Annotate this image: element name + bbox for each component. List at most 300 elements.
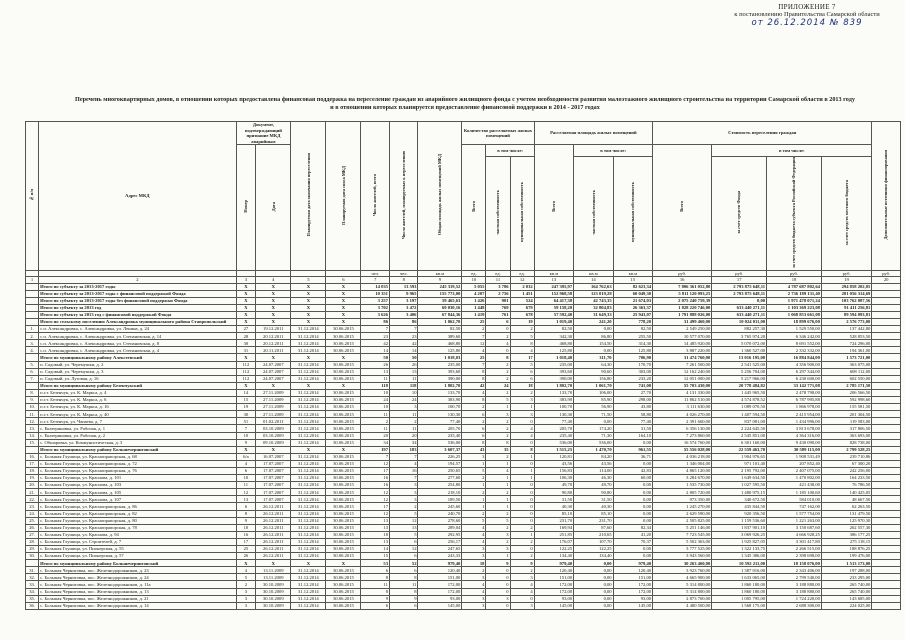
address-cell: Итого по муниципальному району Безенчукский xyxy=(39,382,236,389)
data-cell: 145,00 xyxy=(534,602,573,609)
data-cell: 1 480 975,15 xyxy=(712,489,767,496)
data-cell: 30 xyxy=(236,411,256,418)
data-cell: 0 xyxy=(486,602,510,609)
data-cell: 31.12.2014 xyxy=(291,574,326,581)
data-cell: 4 xyxy=(462,347,486,354)
document-heading xyxy=(30,96,900,112)
data-cell: 390,00 xyxy=(418,375,462,382)
data-cell: 1 xyxy=(510,404,534,411)
data-cell: 30.06.2015 xyxy=(326,489,361,496)
data-cell: 0 xyxy=(486,588,510,595)
data-cell: 0 xyxy=(486,347,510,354)
row-number-cell: 30. xyxy=(26,553,39,560)
data-cell: 27 xyxy=(236,326,256,333)
data-cell: 1 xyxy=(486,404,510,411)
data-cell: 0,00 xyxy=(574,567,613,574)
data-cell: 30.06.2015 xyxy=(326,524,361,531)
column-number-cell: 2 xyxy=(39,277,236,284)
data-cell: 6 xyxy=(361,602,390,609)
data-cell: 2 xyxy=(486,453,510,460)
data-cell: 34 xyxy=(361,439,390,446)
data-cell xyxy=(872,482,901,489)
data-cell: 30.10.2009 xyxy=(256,581,291,588)
data-cell: 2 xyxy=(486,368,510,375)
data-cell: 172,00 xyxy=(418,588,462,595)
data-cell: 30.06.2015 xyxy=(326,418,361,425)
unit-cell: руб. xyxy=(653,270,712,277)
data-cell: 91 411 256,81 xyxy=(821,304,871,311)
row-number-cell: 33. xyxy=(26,581,39,588)
data-cell: X xyxy=(291,382,326,389)
data-cell: 5 xyxy=(486,397,510,404)
data-cell: 920 356,50 xyxy=(712,510,767,517)
data-cell: 69 030,16 xyxy=(418,304,462,311)
data-cell: 4 xyxy=(510,588,534,595)
data-cell: 164 233,50 xyxy=(821,475,871,482)
data-cell: 50 xyxy=(389,354,418,361)
data-cell: 90,80 xyxy=(534,489,573,496)
data-cell: 10 577 070,00 xyxy=(653,333,712,340)
data-cell: 0,00 xyxy=(613,439,652,446)
data-cell xyxy=(872,333,901,340)
data-cell: 882 257,30 xyxy=(712,326,767,333)
data-cell: 8 xyxy=(462,397,486,404)
data-cell: 205,70 xyxy=(534,425,573,432)
data-cell: 207 852,40 xyxy=(767,460,822,467)
data-cell: 50 xyxy=(361,354,390,361)
data-cell: 16 xyxy=(361,482,390,489)
row-number-cell xyxy=(26,297,39,304)
data-cell: 0,00 xyxy=(574,588,613,595)
data-cell: 172,00 xyxy=(534,588,573,595)
data-cell: 1 633 065,00 xyxy=(712,574,767,581)
data-cell xyxy=(872,326,901,333)
data-cell: 1 445 965,50 xyxy=(712,389,767,396)
data-cell: 2 xyxy=(510,389,534,396)
data-cell xyxy=(872,425,901,432)
data-cell: 4 480 500,00 xyxy=(653,602,712,609)
data-cell: 189,50 xyxy=(418,496,462,503)
data-cell: 13.11.2009 xyxy=(256,574,291,581)
unit-cell: чел. xyxy=(389,270,418,277)
column-number-cell: 10 xyxy=(462,277,486,284)
data-cell: 979,40 xyxy=(418,560,462,567)
data-cell: X xyxy=(236,382,256,389)
address-cell: с. Большая Глушица, ул. Краснопрапорская, д. 86 xyxy=(39,503,236,510)
data-cell: 93,00 xyxy=(418,595,462,602)
data-cell: 2 478 798,00 xyxy=(767,389,822,396)
data-cell: 18 xyxy=(361,531,390,538)
table-row xyxy=(26,368,901,375)
data-cell: 0,00 xyxy=(574,574,613,581)
data-cell: 4 xyxy=(510,425,534,432)
data-cell: 10 xyxy=(236,475,256,482)
subtotal-row xyxy=(26,319,901,326)
data-cell: 536,00 xyxy=(534,439,573,446)
table-row xyxy=(26,404,901,411)
data-cell: 21 674,03 xyxy=(613,297,652,304)
row-number-cell: 11. xyxy=(26,411,39,418)
header-count-private: частная собственность xyxy=(486,157,510,271)
data-cell: 769 xyxy=(486,304,510,311)
data-cell: 26.12.2011 xyxy=(256,517,291,524)
data-cell: 536,00 xyxy=(574,439,613,446)
data-cell xyxy=(872,311,901,318)
column-number-cell: 3 xyxy=(236,277,256,284)
data-cell: 1 027 595,50 xyxy=(712,482,767,489)
data-cell: 60 049,30 xyxy=(613,290,652,297)
data-cell: 3 197 xyxy=(389,297,418,304)
data-cell: 4 xyxy=(462,588,486,595)
data-cell: 1 434 996,00 xyxy=(767,418,822,425)
data-cell: 172,00 xyxy=(418,581,462,588)
data-cell: 4 xyxy=(462,531,486,538)
data-cell: 31 649,33 xyxy=(574,311,613,318)
data-cell: 0 xyxy=(510,503,534,510)
data-cell: 3 777 525,00 xyxy=(653,546,712,553)
data-cell: 03.10.2009 xyxy=(256,425,291,432)
data-cell: 1 346 004,00 xyxy=(653,460,712,467)
data-cell: 1 159 536,60 xyxy=(712,517,767,524)
data-cell: 1 061,70 xyxy=(574,382,613,389)
data-cell: 90,60 xyxy=(574,368,613,375)
data-cell: 2 xyxy=(486,425,510,432)
data-cell: 4 xyxy=(462,581,486,588)
data-cell: 7 xyxy=(236,425,256,432)
data-cell: 3 xyxy=(389,496,418,503)
data-cell: 3 xyxy=(486,531,510,538)
data-cell: 4 xyxy=(462,524,486,531)
table-row xyxy=(26,510,901,517)
data-cell: 16 xyxy=(361,475,390,482)
data-cell: 59 158,20 xyxy=(534,304,573,311)
data-cell: 25 943,07 xyxy=(613,311,652,318)
data-cell xyxy=(872,503,901,510)
data-cell: 30 263 460,00 xyxy=(653,560,712,567)
data-cell: 14 485 920,00 xyxy=(653,340,712,347)
data-cell: 1 xyxy=(462,460,486,467)
data-cell: 1 925 827,05 xyxy=(712,538,767,545)
data-cell: 0 xyxy=(486,574,510,581)
data-cell: 60,00 xyxy=(613,475,652,482)
header-doc-date: Дата xyxy=(256,145,291,271)
address-cell: п.г.т. Безенчук, ул. К. Маркса, д. 16 xyxy=(39,404,236,411)
data-cell: 131 479,50 xyxy=(821,510,871,517)
data-cell: X xyxy=(236,446,256,453)
data-cell: 3 xyxy=(389,489,418,496)
subtotal-row xyxy=(26,311,901,318)
data-cell: 1 xyxy=(462,482,486,489)
data-cell: 13 xyxy=(236,496,256,503)
data-cell xyxy=(872,411,901,418)
data-cell: 289,04 xyxy=(418,524,462,531)
header-count-municipal: муниципальная собственность xyxy=(510,157,534,271)
data-cell: 12 xyxy=(236,489,256,496)
header-cost-region: за счет средств бюджета субъекта Российской Федерации xyxy=(767,157,822,271)
data-cell: 17.07.2007 xyxy=(256,489,291,496)
appendix-date-number: от 26.12.2014 № 839 xyxy=(751,18,863,28)
data-cell: 468,80 xyxy=(534,340,573,347)
data-cell: 31 474 760,00 xyxy=(653,354,712,361)
row-number-cell: 8. xyxy=(26,389,39,396)
data-cell: 5 314 800,00 xyxy=(653,581,712,588)
data-cell: 31.12.2014 xyxy=(291,553,326,560)
data-cell: 19.12.2011 xyxy=(256,326,291,333)
data-cell: 2 736 189 131,40 xyxy=(767,290,822,297)
data-cell: 13 xyxy=(361,368,390,375)
data-cell: 4 356 900,00 xyxy=(767,361,822,368)
data-cell: 239 710,86 xyxy=(821,453,871,460)
data-cell: 5 xyxy=(462,467,486,474)
data-cell: 2 xyxy=(486,333,510,340)
data-cell: 13.11.2009 xyxy=(256,567,291,574)
row-number-cell xyxy=(26,319,39,326)
data-cell: X xyxy=(326,446,361,453)
data-cell: 205,70 xyxy=(418,425,462,432)
data-cell: 33 142 771,08 xyxy=(767,382,822,389)
data-cell: 27.11.2009 xyxy=(256,404,291,411)
data-cell: 4 xyxy=(510,581,534,588)
data-cell: 2 xyxy=(361,418,390,425)
data-cell: 3 xyxy=(486,595,510,602)
data-cell: 1 866 978,00 xyxy=(767,404,822,411)
data-cell: 15 xyxy=(361,553,390,560)
data-cell: 71,30 xyxy=(574,432,613,439)
row-number-cell: 35. xyxy=(26,595,39,602)
data-cell: 9 xyxy=(389,595,418,602)
data-cell: 6 xyxy=(486,319,510,326)
data-cell: 174,20 xyxy=(574,425,613,432)
header-address: Адрес МКД xyxy=(39,122,236,271)
data-cell: 8 xyxy=(361,588,390,595)
data-cell: X xyxy=(256,297,291,304)
header-cost-extra: Дополнительные источники финансирования xyxy=(872,122,901,271)
data-cell: 5 xyxy=(510,361,534,368)
data-cell: 528 853,50 xyxy=(821,333,871,340)
data-cell: 30 589 115,00 xyxy=(767,446,822,453)
data-cell: 30.06.2015 xyxy=(326,574,361,581)
data-cell: 971 101,40 xyxy=(712,460,767,467)
data-cell: 393,60 xyxy=(418,368,462,375)
data-cell: 6 xyxy=(510,368,534,375)
data-cell: 317 806,50 xyxy=(821,425,871,432)
data-cell: 6 301 160,00 xyxy=(712,439,767,446)
row-number-cell xyxy=(26,382,39,389)
data-cell: 3 188 880,00 xyxy=(767,588,822,595)
data-cell: 2 xyxy=(462,510,486,517)
table-row xyxy=(26,460,901,467)
data-cell: 12 xyxy=(389,546,418,553)
data-cell: 31.12.2014 xyxy=(291,595,326,602)
data-cell: 0 xyxy=(510,496,534,503)
data-cell: 12 051 000,00 xyxy=(653,375,712,382)
data-cell: 31.12.2014 xyxy=(291,453,326,460)
data-cell: 1 005 795,00 xyxy=(712,595,767,602)
table-row xyxy=(26,553,901,560)
data-cell: 8 xyxy=(462,375,486,382)
data-cell: 112 xyxy=(236,361,256,368)
data-cell: 0 xyxy=(510,489,534,496)
data-cell: 30.06.2015 xyxy=(326,467,361,474)
data-cell: X xyxy=(326,382,361,389)
data-cell: 231,70 xyxy=(574,517,613,524)
data-cell: 11 862 510,00 xyxy=(653,397,712,404)
data-cell: 979,40 xyxy=(613,560,652,567)
data-cell: 58,80 xyxy=(613,411,652,418)
data-cell: 09.10.2009 xyxy=(256,439,291,446)
column-number-cell: 5 xyxy=(291,277,326,284)
data-cell: 42 743,35 xyxy=(574,297,613,304)
data-cell: 243,33 xyxy=(418,553,462,560)
data-cell: 2 xyxy=(462,475,486,482)
data-cell: 10 xyxy=(361,389,390,396)
data-cell: 8 xyxy=(389,588,418,595)
data-cell: 0,00 xyxy=(574,326,613,333)
data-cell: 390,00 xyxy=(534,375,573,382)
data-cell: 3 923 760,00 xyxy=(653,567,712,574)
data-cell: 62 263,50 xyxy=(821,503,871,510)
row-number-cell xyxy=(26,354,39,361)
data-cell: 90,80 xyxy=(574,489,613,496)
data-cell: 1 xyxy=(510,453,534,460)
data-cell: X xyxy=(236,297,256,304)
table-row xyxy=(26,602,901,609)
data-cell: 6 xyxy=(389,567,418,574)
data-cell: 3 xyxy=(236,588,256,595)
data-cell: 43,56 xyxy=(574,460,613,467)
data-cell: 17 xyxy=(361,467,390,474)
data-cell: 119 583,00 xyxy=(821,418,871,425)
data-cell xyxy=(872,595,901,602)
data-cell: 20 xyxy=(361,432,390,439)
data-cell: 11 xyxy=(389,375,418,382)
data-cell: 235,00 xyxy=(534,361,573,368)
data-cell xyxy=(872,467,901,474)
data-cell: 122,25 xyxy=(534,546,573,553)
data-cell: 245 319,52 xyxy=(418,283,462,290)
appendix-title: ПРИЛОЖЕНИЕ 7 xyxy=(778,3,836,11)
data-cell: 6 xyxy=(462,425,486,432)
data-cell: 233 295,00 xyxy=(821,574,871,581)
data-cell: 30.06.2015 xyxy=(326,368,361,375)
row-number-cell: 12. xyxy=(26,418,39,425)
data-cell: 114,00 xyxy=(574,467,613,474)
data-cell: 12 xyxy=(361,460,390,467)
row-number-cell: 2. xyxy=(26,333,39,340)
data-cell: 292,95 xyxy=(418,531,462,538)
address-cell: с. Екатериновка, ул. Рабочая, д. 1 xyxy=(39,425,236,432)
address-cell: с. Большая Глушица, ул. Строителей, д. 7 xyxy=(39,538,236,545)
data-cell: 5 811 120 093,25 xyxy=(653,290,712,297)
data-cell: 57 592,40 xyxy=(534,311,573,318)
data-cell: 2 xyxy=(462,418,486,425)
data-cell: 979,40 xyxy=(534,560,573,567)
data-cell: 10 xyxy=(236,432,256,439)
data-cell: 42 xyxy=(389,340,418,347)
data-cell: 13 xyxy=(361,524,390,531)
data-cell: 7 xyxy=(462,333,486,340)
data-cell: 125,80 xyxy=(534,347,573,354)
data-cell: 30.06.2015 xyxy=(326,460,361,467)
data-cell: 197 xyxy=(361,446,390,453)
data-cell: 3 301 417,80 xyxy=(767,538,822,545)
data-cell xyxy=(872,531,901,538)
data-cell: 120,40 xyxy=(418,567,462,574)
data-cell: 87,60 xyxy=(574,524,613,531)
data-cell: 678 xyxy=(510,311,534,318)
data-cell: 31.12.2014 xyxy=(291,418,326,425)
data-cell: 2 332 332,00 xyxy=(767,347,822,354)
data-cell: 2 xyxy=(486,389,510,396)
data-cell: 2 785 171,50 xyxy=(821,382,871,389)
data-cell: X xyxy=(236,311,256,318)
table-row xyxy=(26,475,901,482)
address-cell: с. Большая Глушица, ул. Краснова, д. 103 xyxy=(39,482,236,489)
data-cell: 2 756 xyxy=(486,290,510,297)
heading-line2: и в отношении которых планируется предоставление финансовой поддержки в 2014 - 2017 годах xyxy=(330,104,600,111)
data-cell: 1 xyxy=(486,482,510,489)
data-cell: 40,30 xyxy=(534,503,573,510)
data-cell: 48 667,50 xyxy=(821,496,871,503)
data-cell: 2 873 700,00 xyxy=(653,595,712,602)
address-cell: Итого по субъекту за 2013-2017 годы xyxy=(39,283,236,290)
address-cell: Итого по субъекту за 2013 год xyxy=(39,304,236,311)
row-number-cell: 3. xyxy=(26,340,39,347)
data-cell: 5 251 146,00 xyxy=(653,524,712,531)
data-cell: 30.06.2015 xyxy=(326,439,361,446)
data-cell: 30.06.2015 xyxy=(326,553,361,560)
data-cell: 82,34 xyxy=(613,524,652,531)
data-cell: 10 351 xyxy=(361,290,390,297)
data-cell: 1 470 802,00 xyxy=(767,475,822,482)
data-cell: 9 430 090,00 xyxy=(767,439,822,446)
table-row xyxy=(26,425,901,432)
data-cell xyxy=(872,290,901,297)
data-cell: 0,00 xyxy=(613,489,652,496)
data-cell: 16 xyxy=(389,467,418,474)
data-cell xyxy=(872,496,901,503)
column-number-cell: 20 xyxy=(872,277,901,284)
column-number-cell: 4 xyxy=(256,277,291,284)
data-cell: 0 xyxy=(486,567,510,574)
data-cell: 3 xyxy=(462,602,486,609)
data-cell: 30.06.2015 xyxy=(326,482,361,489)
data-cell: 12 162 240,00 xyxy=(653,368,712,375)
data-cell: 31.12.2014 xyxy=(291,375,326,382)
unit-cell: кв.м xyxy=(418,270,462,277)
data-cell: 120,40 xyxy=(613,567,652,574)
data-cell: 197 288,00 xyxy=(821,567,871,574)
data-cell: 123 019,28 xyxy=(574,290,613,297)
data-cell: 143 685,00 xyxy=(821,595,871,602)
data-cell: 2 xyxy=(389,503,418,510)
table-row xyxy=(26,496,901,503)
data-cell xyxy=(872,560,901,567)
header-cost-local: за счет средств местного бюджета xyxy=(821,157,871,271)
data-cell: 218,10 xyxy=(418,489,462,496)
data-cell: 82,50 xyxy=(613,326,652,333)
data-cell: 13 016 195,00 xyxy=(712,354,767,361)
address-cell: с. Большая Глушица, ул. Краснопрапорская, д. 82 xyxy=(39,510,236,517)
header-count-total: Всего xyxy=(462,145,486,271)
data-cell: 724 296,00 xyxy=(821,340,871,347)
data-cell: 0 xyxy=(486,326,510,333)
data-cell: 837 081,00 xyxy=(712,418,767,425)
data-cell: 140 425,05 xyxy=(821,489,871,496)
data-cell: X xyxy=(236,319,256,326)
data-cell: X xyxy=(291,446,326,453)
data-cell: 303,00 xyxy=(613,368,652,375)
